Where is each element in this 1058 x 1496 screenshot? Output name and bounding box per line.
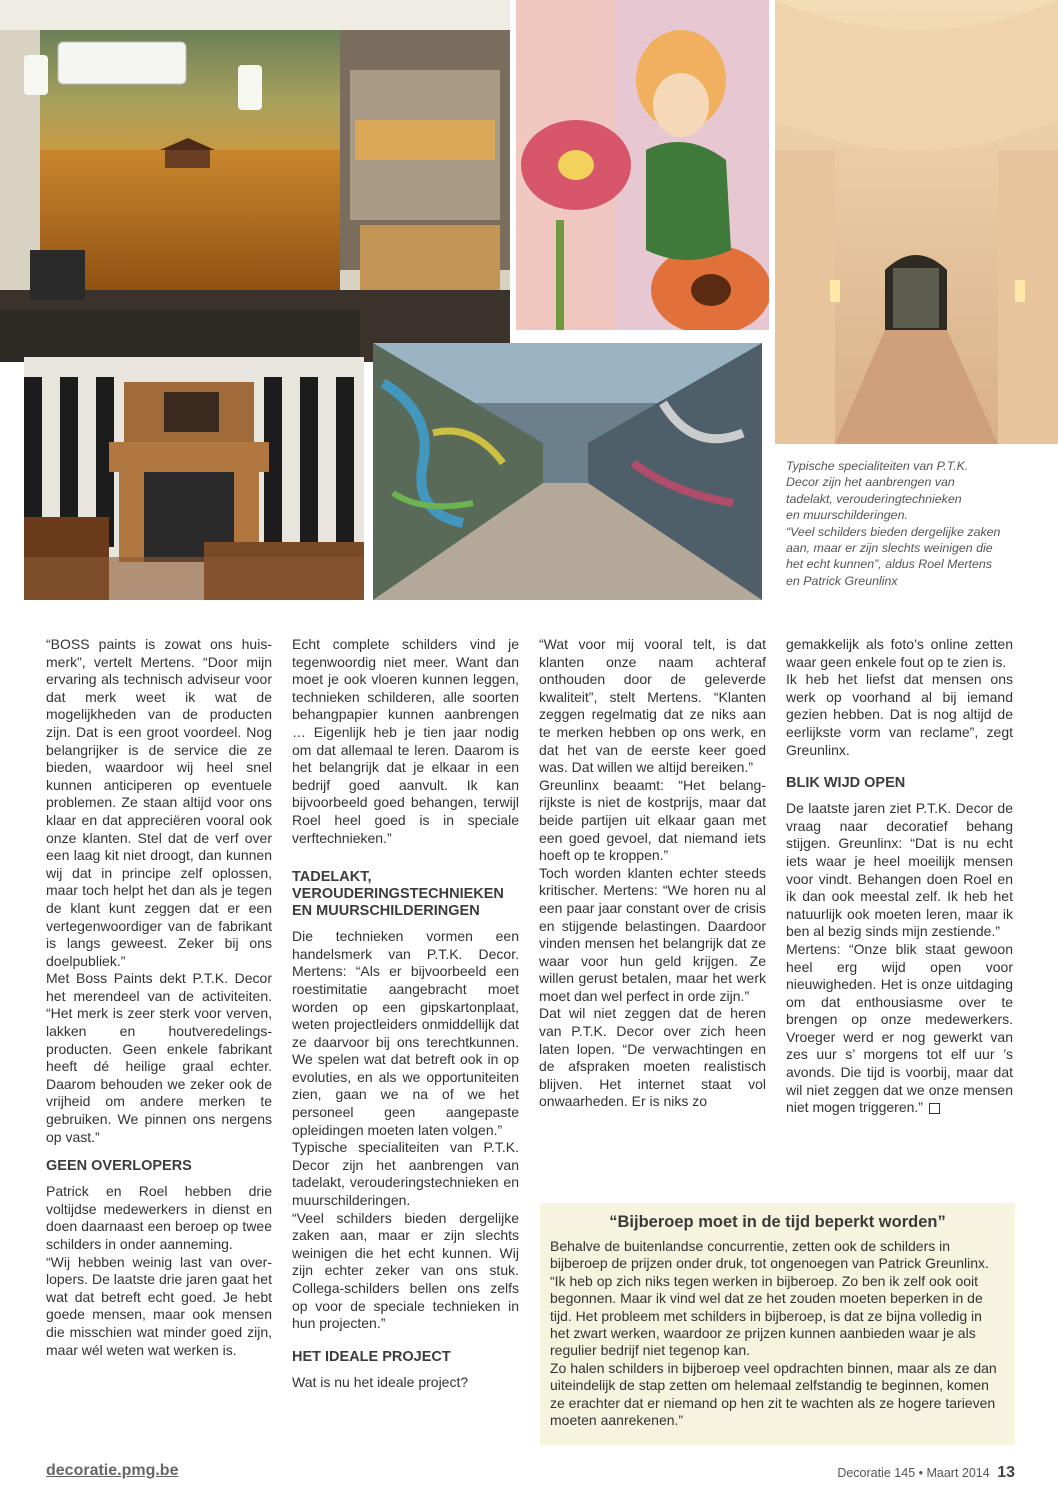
paragraph: Ik heb het liefst dat mensen ons werk op voorhand al bij iemand gezien hebben. Dat is nog altijd de eerlijkste vorm van reclame”, zegt Greunlinx. — [786, 671, 1013, 758]
section-heading: BLIK WIJD OPEN — [786, 775, 906, 792]
sidebar-title: “Bijberoep moet in de tijd beperkt worden” — [609, 1213, 946, 1231]
paragraph: “Wat voor mij vooral telt, is dat klanten onze naam achteraf onthouden door de geleverde kwaliteit”, stelt Mertens. “Klanten zeggen regelmatig dat ze niks aan te merken hebben op ons werk, en dat het van de eerste keer goed was. Dat willen we altijd bereiken.” — [539, 636, 766, 776]
caption-line: het echt kunnen”, aldus Roel Mertens — [786, 557, 992, 572]
caption-line: “Veel schilders bieden dergelijke zaken — [786, 524, 1001, 539]
caption-line: tadelakt, verouderingtechnieken — [786, 491, 962, 506]
paragraph: Echt complete schilders vind je tegenwoordig niet meer. Want dan moet je ook vloeren kunnen leggen, technieken schilderen, alle soorten behangpapier kunnen aanbrengen … Eigenlijk heb je tien jaar nodig om dat allemaal te leren. Daarom is het belangrijk dat je elkaar in een bedrijf goed aanvult. Ik kan bijvoorbeeld goed behangen, terwijl Roel heel goed is in speciale verftechnieken.” — [292, 636, 519, 846]
paragraph: Typische specialiteiten van P.T.K. Decor zijn het aanbrengen van tadelakt, verouderingstechnieken en muurschilderingen. — [292, 1139, 519, 1209]
article-column-2 — [292, 636, 519, 1391]
paragraph: Greunlinx beaamt: “Het belangrijkste is niet de kostprijs, maar dat beide partijen uit elkaar gaan met een goed gevoel, dat niemand iets hoeft op te kroppen.” — [539, 776, 766, 864]
photo-fairy-mural — [516, 0, 769, 330]
section-heading: HET IDEALE PROJECT — [292, 1348, 451, 1365]
article-column-1 — [46, 636, 272, 1359]
sidebar-paragraph: Behalve de buitenlandse concurrentie, zetten ook de schilders in bijberoep de prijzen onder druk, tot ongenoegen van Patrick Greunlinx. “Ik heb op zich niks tegen werken in bijberoep. Zo ben ik zelf ook ooit begonnen. Maar ik vind wel dat ze het zouden moeten beperken in de tijd. Het probleem met schilders in bijberoep, is dat ze bijna volledig in het zwart werken, waardoor ze prijzen kunnen aanbieden waar je als regulier bedrijf niet tegenop kan. — [550, 1238, 989, 1359]
photo-fireplace-interior — [24, 357, 364, 600]
photo-caption — [786, 458, 1048, 589]
paragraph — [786, 941, 1013, 1117]
website-link[interactable]: decoratie.pmg.be — [46, 1462, 179, 1479]
paragraph: Die technieken vormen een handelsmerk van P.T.K. Decor. Mertens: “Als er bijvoorbeeld een roestimitatie aangebracht moet worden op een gipskartonplaat, weten projectleiders onmiddellijk dat ze daarvoor bij ons terechtkunnen. We spelen wat dat betreft ook in op evoluties, en als we opportuniteiten zien, gaan we na of we het personeel geen aangepaste opleidingen moeten laten volgen.” — [292, 928, 519, 1138]
sidebar-box — [540, 1203, 1015, 1445]
paragraph: Dat wil niet zeggen dat de heren van P.T.K. Decor over zich heen laten lopen. “De verwachtingen en de afspraken moeten realistisch blijven. Het internet staat vol onwaarheden. Er is niks zo — [539, 1005, 766, 1110]
article-column-4 — [786, 636, 1013, 1117]
paragraph: “BOSS paints is zowat ons huismerk”, vertelt Mertens. “Door mijn ervaring als technisch adviseur voor dat merk weet ik wat de mogelijkheden van de producten zijn. Dat is een groot voordeel. Nog belangrijker is de service die ze bieden, waardoor wij heel snel kunnen anticiperen op eventuele problemen. Ze staan altijd voor ons klaar en dat appreciëren vooral ook onze klanten. Stel dat de verf over een laag kit niet droogt, dan kunnen wij dat in principe zelf oplossen, maar toch helpt het dan als je tegen de klant kunt zeggen dat er een vertegenwoordiger van de fabrikant is langs geweest. Zeker bij ons doelpubliek.” — [46, 636, 272, 969]
caption-line: en muurschilderingen. — [786, 508, 908, 523]
paragraph: Wat is nu het ideale project? — [292, 1373, 469, 1390]
photo-arched-corridor — [775, 0, 1058, 444]
issue-info: Decoratie 145 • Maart 2014 — [837, 1466, 990, 1480]
caption-line: aan, maar er zijn slechts weinigen die — [786, 541, 993, 556]
caption-line: Typische specialiteiten van P.T.K. — [786, 459, 969, 473]
end-of-article-icon — [929, 1103, 940, 1114]
photo-graffiti-tunnel — [373, 343, 762, 600]
paragraph-text: Mertens: “Onze blik staat gewoon heel erg wijd open voor nieuwigheden. Het is onze uitdaging om dat enthousiasme over te brengen op onze medewerkers. Vroeger werd er nog gewerkt van zes uur s’ morgens tot elf uur ’s avonds. Die tijd is voorbij, maar dat wil niet zeggen dat we onze mensen niet mogen triggeren.” — [786, 940, 1013, 1116]
paragraph: Toch worden klanten echter steeds kritischer. Mertens: “We horen nu al een paar jaar constant over de crisis en stijgende belastingen. Daardoor vinden mensen het belangrijk dat ze waar voor hun geld krijgen. Ze willen gerust betalen, maar het werk moet dan wel perfect in orde zijn.” — [539, 864, 766, 1004]
photo-bakery-wheat-mural — [0, 0, 510, 362]
article-column-3 — [539, 636, 766, 1111]
sidebar-paragraph: Zo halen schilders in bijberoep veel opdrachten binnen, maar als ze dan uiteindelijk de stap zetten om helemaal zelfstandig te beginnen, komen ze erachter dat er niemand op hen zit te wachten als ze hogere tarieven moeten aanrekenen.” — [550, 1359, 997, 1429]
paragraph: “Wij hebben weinig last van overlopers. De laatste drie jaren gaat het wat dat betreft echt goed. Je hebt goede mensen, maar ook mensen die misschien wat minder goed zijn, maar wél weten wat werken is. — [46, 1253, 272, 1358]
paragraph: gemakkelijk als foto’s online zetten waar geen enkele fout op te zien is. — [786, 636, 1013, 670]
paragraph: De laatste jaren ziet P.T.K. Decor de vraag naar decoratief behang stijgen. Greunlinx: “Dat is nu echt iets waar je heel moeilijk mensen voor vindt. Behangen doen Roel en ik dan ook meestal zelf. Ik heb het natuurlijk ook moeten leren, maar ik ben al bezig sinds mijn zestiende.” — [786, 800, 1013, 940]
paragraph: Patrick en Roel hebben drie voltijdse medewerkers in dienst en doen daarnaast een beroep op twee schilders in onder aanneming. — [46, 1183, 272, 1252]
paragraph: Met Boss Paints dekt P.T.K. Decor het merendeel van de activiteiten. “Het merk is zeer sterk voor verven, lakken en houtveredelingsproducten. Geen enkele fabrikant heeft dé heilige graal echter. Daarom behouden we zeker ook de vrijheid om andere merken te gebruiken. We pinnen ons nergens op vast.” — [46, 970, 272, 1145]
page-footer — [837, 1464, 1015, 1482]
paragraph: “Veel schilders bieden dergelijke zaken aan, maar er zijn slechts weinigen die het echt kunnen. Wij zijn echter zeker van ons stuk. Collega-schilders bellen ons zelfs op voor de speciale technieken in hun projecten.” — [292, 1209, 519, 1332]
section-heading: GEEN OVERLOPERS — [46, 1158, 192, 1175]
section-heading: TADELAKT, VEROUDERINGSTECHNIEKEN EN MUURSCHILDERINGEN — [292, 869, 504, 920]
caption-line: Decor zijn het aanbrengen van — [786, 475, 955, 490]
caption-line: en Patrick Greunlinx — [786, 573, 898, 588]
page-number: 13 — [997, 1464, 1015, 1481]
